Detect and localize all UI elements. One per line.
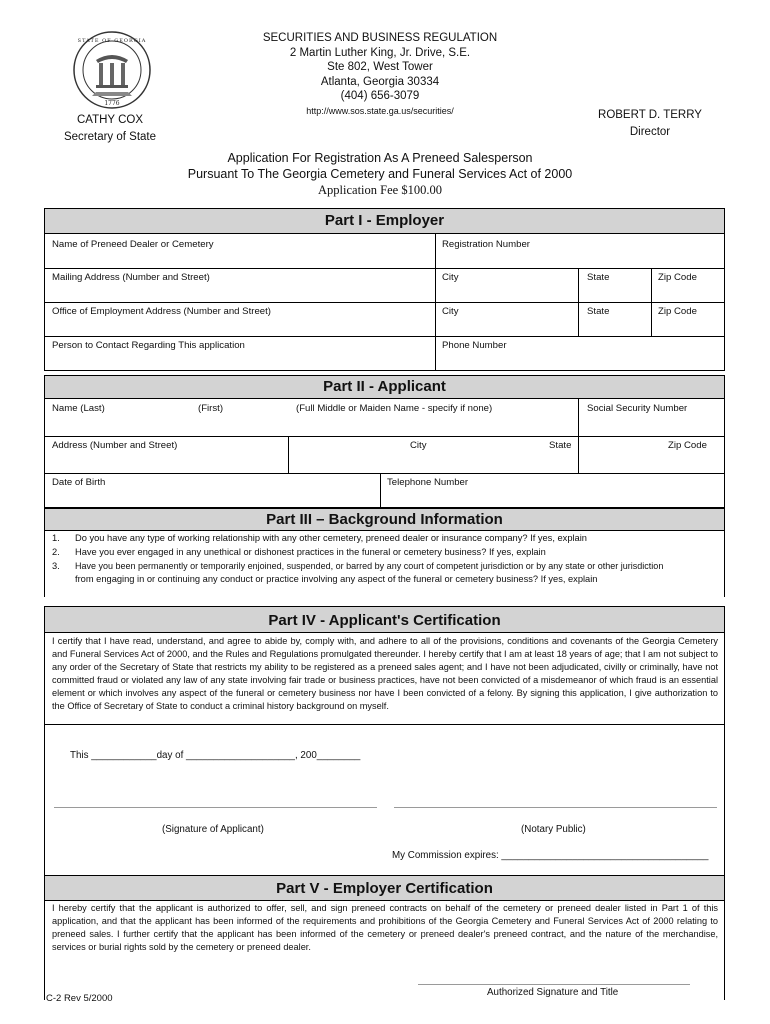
- question-3-text: Have you been permanently or temporarily enjoined, suspended, or barred by any court of competent jurisdiction or by any state or other jurisdiction: [75, 561, 664, 571]
- question-2-number: 2.: [52, 547, 60, 557]
- georgia-state-seal: [72, 30, 152, 110]
- question-2-text: Have you ever engaged in any unethical or dishonest practices in the funeral or cemetery business? If yes, explain: [75, 547, 546, 557]
- agency-name: SECURITIES AND BUSINESS REGULATION: [262, 32, 498, 44]
- mailing-zip-field[interactable]: Zip Code: [658, 272, 697, 283]
- registration-number-field[interactable]: Registration Number: [442, 239, 530, 250]
- telephone-field[interactable]: Telephone Number: [387, 477, 469, 488]
- applicant-city-field[interactable]: City: [410, 440, 427, 451]
- mailing-state-field[interactable]: State: [587, 272, 610, 283]
- part3-right-border: [724, 531, 725, 597]
- form-title-line2: Pursuant To The Georgia Cemetery and Funeral Services Act of 2000: [187, 167, 573, 181]
- svg-text:STATE OF GEORGIA: STATE OF GEORGIA: [77, 38, 147, 44]
- part2-header: Part II - Applicant: [44, 375, 725, 399]
- applicant-last-name-field[interactable]: Name (Last): [52, 403, 105, 414]
- question-3-text-cont: from engaging in or continuing any conduct or practice involving any aspect of the funeral or cemetery business? If yes, explain: [75, 574, 598, 584]
- office-zip-field[interactable]: Zip Code: [658, 306, 697, 317]
- secretary-block: [50, 113, 170, 144]
- authorized-signature-label: Authorized Signature and Title: [487, 987, 619, 998]
- employer-certification-text: I hereby certify that the applicant is authorized to offer, sell, and sign preneed contracts on behalf of the cemetery or preneed dealer listed in Part 1 of this application, and that the applicant has been informed of the requirements and prohibitions of the Georgia Cemetery and Funeral Services Act of 2000 relating to preneed sales. I further certify that the applicant has been informed of the cemetery or preneed dealer's preneed contract, and the nature of the merchandise, services or burial rights sold by the cemetery or preneed dealer.: [52, 903, 718, 952]
- part5-left-border: [44, 900, 45, 1000]
- director-block: [580, 108, 720, 139]
- part2-col-divider: [380, 473, 381, 508]
- office-state-field[interactable]: State: [587, 306, 610, 317]
- form-code: C-2 Rev 5/2000: [46, 993, 113, 1004]
- office-city-field[interactable]: City: [442, 306, 459, 317]
- contact-person-field[interactable]: Person to Contact Regarding This application: [52, 340, 245, 351]
- part2-col-divider: [288, 436, 289, 473]
- ssn-field[interactable]: Social Security Number: [587, 403, 688, 414]
- svg-text:1776: 1776: [104, 100, 120, 107]
- part4-left-border: [44, 725, 45, 875]
- commission-expires-field[interactable]: My Commission expires: ______________________________________: [392, 850, 709, 861]
- part1-col-divider: [435, 233, 436, 371]
- date-line[interactable]: This ____________day of ____________________, 200________: [70, 750, 361, 761]
- mailing-address-field[interactable]: Mailing Address (Number and Street): [52, 272, 210, 283]
- part1-col-divider: [578, 268, 579, 336]
- office-address-field[interactable]: Office of Employment Address (Number and Street): [52, 306, 271, 317]
- part4-right-border: [724, 725, 725, 875]
- agency-street: 2 Martin Luther King, Jr. Drive, S.E.: [289, 46, 471, 59]
- question-1-text: Do you have any type of working relationship with any other cemetery, preneed dealer or insurance company? If yes, explain: [75, 533, 587, 543]
- applicant-signature-label: (Signature of Applicant): [162, 824, 264, 835]
- director-title: Director: [629, 125, 671, 138]
- authorized-signature-line[interactable]: [418, 984, 690, 985]
- part5-header: Part V - Employer Certification: [44, 875, 725, 901]
- part2-table: [44, 398, 725, 508]
- part1-header: Part I - Employer: [44, 208, 725, 234]
- agency-address-block: [200, 31, 560, 118]
- secretary-name: CATHY COX: [76, 114, 144, 126]
- mailing-city-field[interactable]: City: [442, 272, 459, 283]
- part2-row-divider: [44, 473, 725, 474]
- applicant-signature-line[interactable]: [54, 807, 377, 808]
- part1-col-divider: [651, 268, 652, 336]
- question-1-number: 1.: [52, 533, 60, 543]
- agency-phone: (404) 656-3079: [340, 90, 420, 102]
- agency-url[interactable]: http://www.sos.state.ga.us/securities/: [306, 105, 454, 116]
- secretary-title: Secretary of State: [63, 130, 157, 143]
- question-3-number: 3.: [52, 561, 60, 571]
- applicant-state-field[interactable]: State: [549, 440, 572, 451]
- dealer-name-field[interactable]: Name of Preneed Dealer or Cemetery: [52, 239, 214, 250]
- applicant-certification-text: I certify that I have read, understand, and agree to abide by, comply with, and adhere to all of the provisions, conditions and covenants of the Georgia Cemetery and Funeral Services Act of 2000, and the Rules and Regulations promulgated thereunder. I hereby certify that I am at least 18 years of age; that I am not subject to any order of the Secretary of State that restricts my ability to be registered as a preneed sales agent; and I have not been adjudicated, civilly or criminally, have not committed fraud or violated any law of any state involving fair trade or business practices, have not been convicted of a misdemeanor of which fraud is an essential element or which involves any aspect of the funeral or cemetery business nor have I been convicted of a felony. By signing this application, I give authorization to the Office of Secretary of State to conduct a criminal history background on myself.: [52, 636, 718, 711]
- applicant-address-field[interactable]: Address (Number and Street): [52, 440, 178, 451]
- applicant-first-name-field[interactable]: (First): [198, 403, 224, 414]
- part1-row-divider: [44, 336, 725, 337]
- part3-left-border: [44, 531, 45, 597]
- application-fee: Application Fee $100.00: [318, 183, 442, 197]
- part2-col-divider: [578, 398, 579, 473]
- phone-number-field[interactable]: Phone Number: [442, 340, 507, 351]
- form-title-line1: Application For Registration As A Preneed Salesperson: [227, 151, 533, 165]
- part4-header: Part IV - Applicant's Certification: [44, 606, 725, 633]
- date-of-birth-field[interactable]: Date of Birth: [52, 477, 106, 488]
- part1-row-divider: [44, 268, 725, 269]
- notary-signature-line[interactable]: [394, 807, 717, 808]
- director-name: ROBERT D. TERRY: [598, 109, 702, 121]
- part1-row-divider: [44, 302, 725, 303]
- agency-suite: Ste 802, West Tower: [327, 61, 433, 73]
- applicant-middle-name-field[interactable]: (Full Middle or Maiden Name - specify if none): [296, 403, 493, 414]
- part2-row-divider: [44, 436, 725, 437]
- applicant-zip-field[interactable]: Zip Code: [668, 440, 707, 451]
- notary-signature-label: (Notary Public): [521, 824, 586, 835]
- agency-city: Atlanta, Georgia 30334: [320, 75, 440, 88]
- part3-header: Part III – Background Information: [44, 508, 725, 531]
- part5-right-border: [724, 900, 725, 1000]
